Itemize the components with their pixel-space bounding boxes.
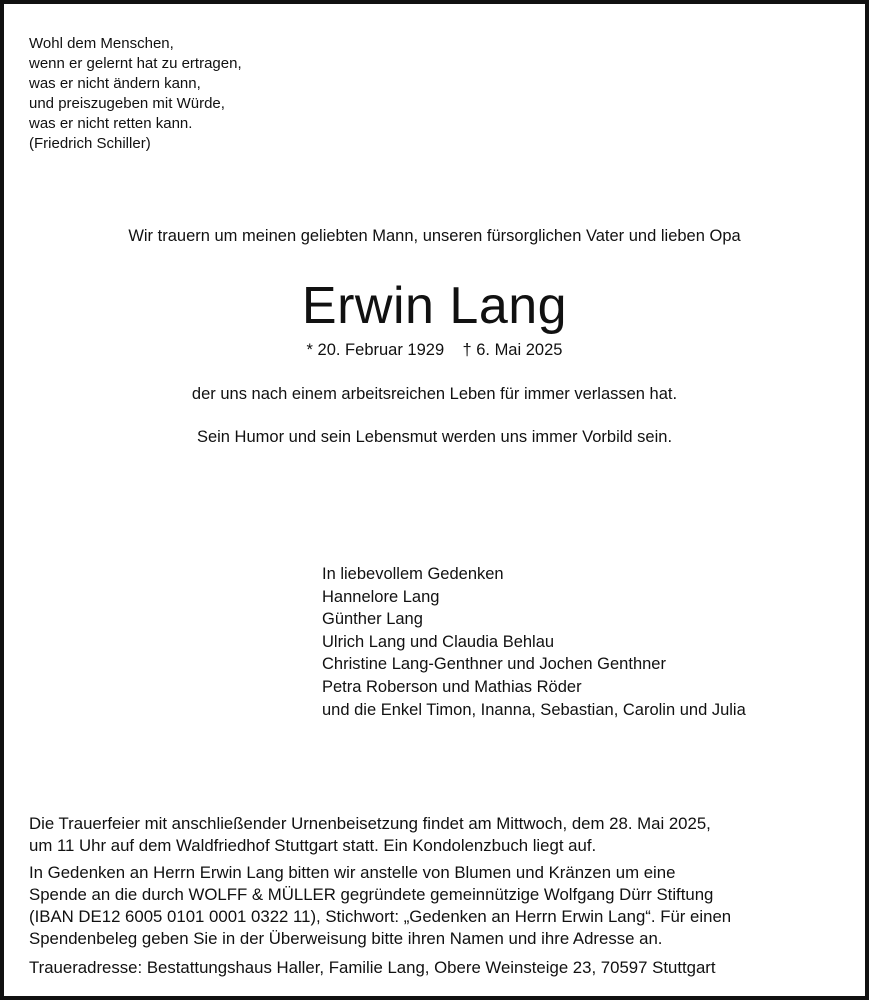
family-member: und die Enkel Timon, Inanna, Sebastian, Carolin und Julia — [322, 701, 746, 719]
family-heading: In liebevollem Gedenken — [322, 565, 504, 583]
donation-text: (IBAN DE12 6005 0101 0001 0322 11), Stichwort: „Gedenken an Herrn Erwin Lang“. Für einen — [29, 907, 732, 926]
life-dates: * 20. Februar 1929 † 6. Mai 2025 — [306, 341, 563, 359]
family-member: Christine Lang-Genthner und Jochen Genthner — [322, 655, 666, 673]
poem-author: (Friedrich Schiller) — [29, 135, 151, 152]
text-line: der uns nach einem arbeitsreichen Leben für immer verlassen hat. — [191, 385, 678, 403]
poem-line: was er nicht retten kann. — [29, 115, 193, 132]
ceremony-text: Die Trauerfeier mit anschließender Urnenbeisetzung findet am Mittwoch, dem 28. Mai 2025, — [29, 814, 711, 833]
poem-line: was er nicht ändern kann, — [29, 75, 201, 92]
ceremony-text: um 11 Uhr auf dem Waldfriedhof Stuttgart statt. Ein Kondolenzbuch liegt auf. — [29, 836, 597, 855]
intro-text: Wir trauern um meinen geliebten Mann, unseren fürsorglichen Vater und lieben Opa — [128, 227, 741, 245]
poem-line: und preiszugeben mit Würde, — [29, 95, 225, 112]
poem-line: wenn er gelernt hat zu ertragen, — [29, 55, 242, 72]
mourning-address: Traueradresse: Bestattungshaus Haller, Familie Lang, Obere Weinsteige 23, 70597 Stuttgart — [29, 958, 716, 977]
family-member: Petra Roberson und Mathias Röder — [322, 678, 582, 696]
donation-text: In Gedenken an Herrn Erwin Lang bitten wir anstelle von Blumen und Kränzen um eine — [29, 863, 676, 882]
donation-text: Spendenbeleg geben Sie in der Überweisung bitte ihren Namen und ihre Adresse an. — [29, 929, 663, 948]
family-member: Hannelore Lang — [322, 588, 440, 606]
deceased-name: Erwin Lang — [301, 277, 568, 335]
family-member: Günther Lang — [322, 610, 423, 628]
family-member: Ulrich Lang und Claudia Behlau — [322, 633, 555, 651]
text-line: Sein Humor und sein Lebensmut werden uns immer Vorbild sein. — [196, 428, 673, 446]
poem-line: Wohl dem Menschen, — [29, 35, 174, 52]
donation-text: Spende an die durch WOLFF & MÜLLER gegründete gemeinnützige Wolfgang Dürr Stiftung — [29, 885, 714, 904]
